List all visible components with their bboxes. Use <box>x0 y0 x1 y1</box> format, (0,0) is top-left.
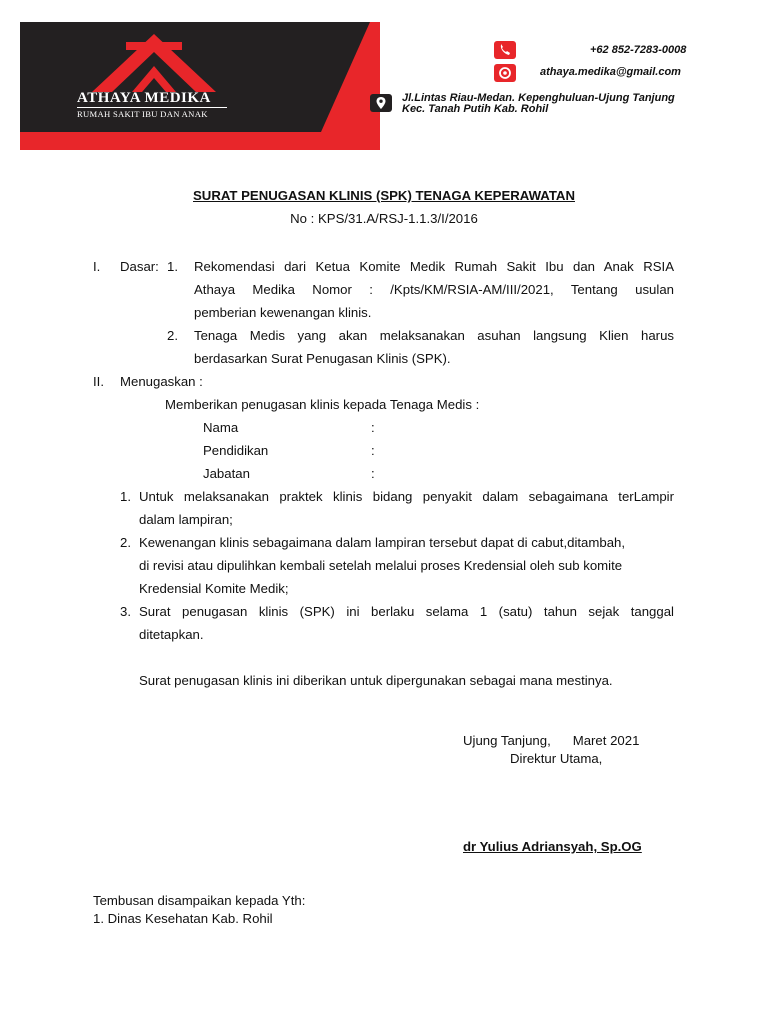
email-address: athaya.medika@gmail.com <box>540 66 681 78</box>
section-1-label: Dasar: <box>120 259 159 274</box>
email-icon <box>494 64 516 82</box>
logo-divider <box>77 107 227 108</box>
phone-icon <box>494 41 516 59</box>
section-2-item-2-line: di revisi atau dipulihkan kembali setelah melalui proses Kredensial oleh sub komite <box>139 558 623 573</box>
section-1-item-2-number: 2. <box>167 328 178 343</box>
section-2-item-2-number: 2. <box>120 535 131 550</box>
section-2-item-1-line: dalam lampiran; <box>139 512 233 527</box>
field-colon: : <box>371 420 375 435</box>
logo-name: ATHAYA MEDIKA <box>77 90 211 106</box>
section-2-item-1-line: Untuk melaksanakan praktek klinis bidang penyakit dalam sebagaimana terLampir <box>139 489 674 504</box>
signatory-name: dr Yulius Adriansyah, Sp.OG <box>463 839 642 854</box>
phone-number: +62 852-7283-0008 <box>590 44 687 56</box>
section-1-item-2-line: berdasarkan Surat Penugasan Klinis (SPK). <box>194 351 451 366</box>
document-title: SURAT PENUGASAN KLINIS (SPK) TENAGA KEPERAWATAN <box>193 188 575 203</box>
document-number: No : KPS/31.A/RSJ-1.1.3/I/2016 <box>290 211 478 226</box>
section-2-item-3-line: ditetapkan. <box>139 627 204 642</box>
field-label-pendidikan: Pendidikan <box>203 443 269 458</box>
closing-statement: Surat penugasan klinis ini diberikan untuk dipergunakan sebagai mana mestinya. <box>139 673 613 688</box>
section-2-item-3-line: Surat penugasan klinis (SPK) ini berlaku selama 1 (satu) tahun sejak tanggal <box>139 604 674 619</box>
place-date: Ujung Tanjung, Maret 2021 <box>463 733 640 748</box>
section-1-item-2-line: Tenaga Medis yang akan melaksanakan asuhan langsung Klien harus <box>194 328 674 343</box>
location-icon <box>370 94 392 112</box>
section-2-item-2-line: Kredensial Komite Medik; <box>139 581 289 596</box>
field-colon: : <box>371 443 375 458</box>
section-2-item-1-number: 1. <box>120 489 131 504</box>
section-2-roman: II. <box>93 374 104 389</box>
section-1-item-1-number: 1. <box>167 259 178 274</box>
field-label-nama: Nama <box>203 420 239 435</box>
signatory-position: Direktur Utama, <box>510 751 603 766</box>
address-line-2: Kec. Tanah Putih Kab. Rohil <box>402 103 549 115</box>
field-colon: : <box>371 466 375 481</box>
section-2-intro: Memberikan penugasan klinis kepada Tenaga Medis : <box>165 397 480 412</box>
section-2-item-2-line: Kewenangan klinis sebagaimana dalam lampiran tersebut dapat di cabut,ditambah, <box>139 535 626 550</box>
logo-subtitle: RUMAH SAKIT IBU DAN ANAK <box>77 109 208 119</box>
section-1-item-1-line: Athaya Medika Nomor : /Kpts/KM/RSIA-AM/III/2021, Tentang usulan <box>194 282 674 297</box>
section-2-label: Menugaskan : <box>120 374 203 389</box>
cc-heading: Tembusan disampaikan kepada Yth: <box>93 893 306 908</box>
section-2-item-3-number: 3. <box>120 604 131 619</box>
section-1-item-1-line: pemberian kewenangan klinis. <box>194 305 372 320</box>
field-label-jabatan: Jabatan <box>203 466 250 481</box>
section-1-item-1-line: Rekomendasi dari Ketua Komite Medik Rumah Sakit Ibu dan Anak RSIA <box>194 259 674 274</box>
address-line-1: Jl.Lintas Riau-Medan. Kepenghuluan-Ujung Tanjung <box>402 92 675 104</box>
section-1-roman: I. <box>93 259 101 274</box>
logo-mark-icon <box>92 34 216 98</box>
cc-item: 1. Dinas Kesehatan Kab. Rohil <box>93 911 273 926</box>
